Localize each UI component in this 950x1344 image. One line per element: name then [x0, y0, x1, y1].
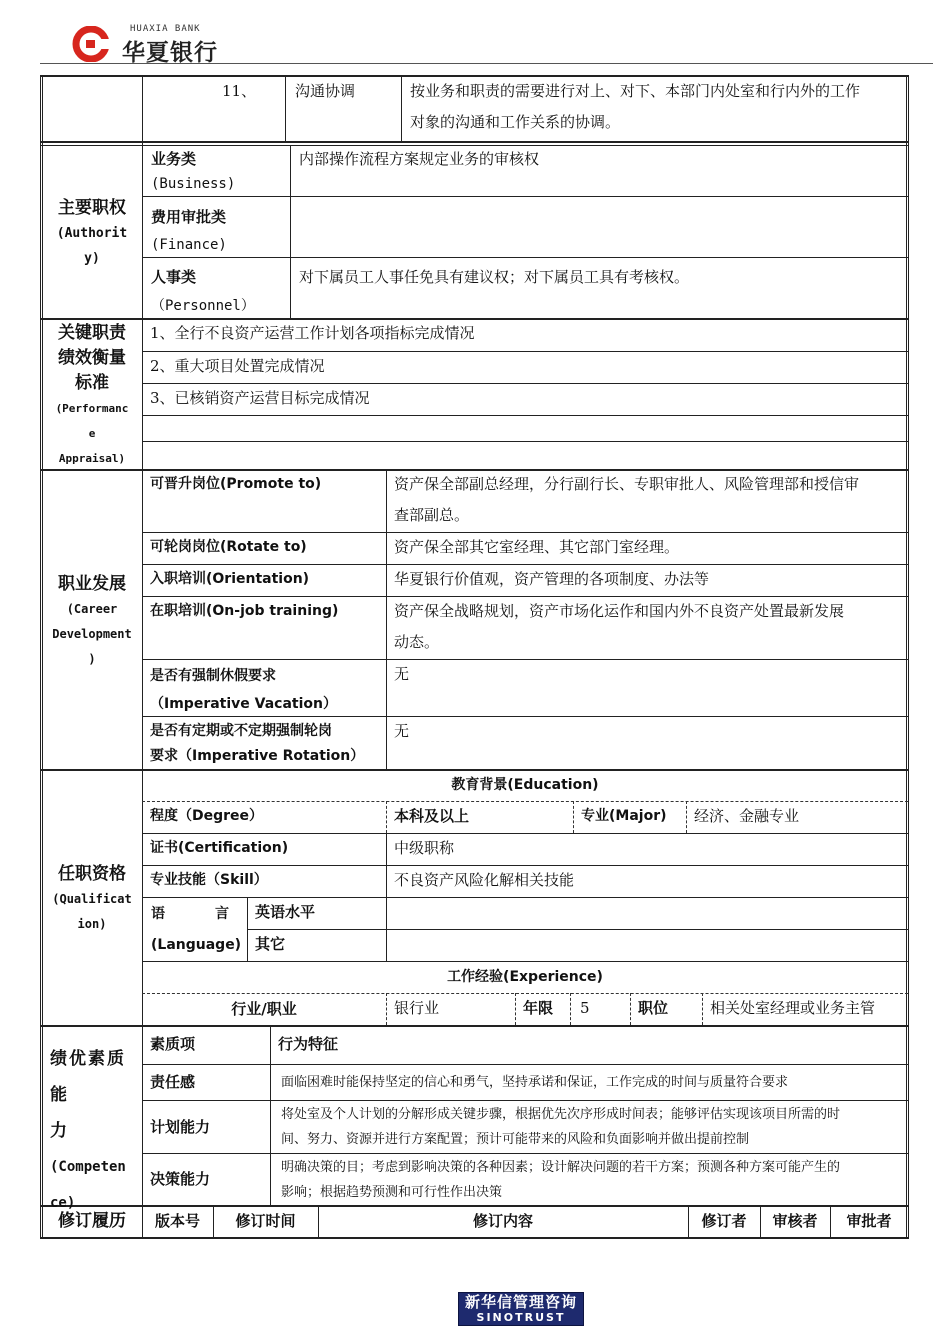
- duty-desc-line2: 对象的沟通和工作关系的协调。: [410, 113, 621, 131]
- authority-label: [42, 196, 142, 271]
- onjob-value-line2: 动态。: [394, 633, 440, 651]
- duty-title: 沟通协调: [295, 82, 356, 100]
- bank-name-cn: 华夏银行: [122, 40, 218, 66]
- bank-name-en: HUAXIA BANK: [130, 24, 201, 34]
- finance-cat-cn: 费用审批类: [151, 208, 227, 226]
- revision-col-reviser: 修订者: [701, 1212, 747, 1230]
- promote-label: 可晋升岗位(Promote to): [150, 476, 322, 492]
- industry-value: 银行业: [394, 999, 440, 1017]
- kpi-label-en-2: e: [88, 427, 96, 440]
- position-label: 职位: [638, 999, 669, 1017]
- rule: [142, 1064, 908, 1065]
- competence-row-2-desc-2: 间、努力、资源并进行方案配置；预计可能带来的风险和负面影响并做出提前控制: [281, 1132, 750, 1147]
- sinotrust-cn: 新华信管理咨询: [464, 1293, 577, 1311]
- career-label-en-2: Development: [52, 627, 132, 641]
- years-value: 5: [580, 999, 590, 1017]
- sinotrust-logo: [458, 1292, 584, 1326]
- cert-value: 中级职称: [394, 839, 455, 857]
- career-label-en-1: (Career: [66, 602, 118, 616]
- rotate-value: 资产保全部其它室经理、其它部门室经理。: [394, 538, 680, 556]
- competence-label-3: (Competen: [50, 1159, 126, 1175]
- rule: [142, 659, 908, 660]
- authority-personnel-content: 对下属员工人事任免具有建议权；对下属员工具有考核权。: [299, 268, 690, 286]
- promote-value-line1: 资产保全部副总经理，分行副行长、专职审批人、风险管理部和授信审: [394, 475, 860, 493]
- career-label: [42, 572, 142, 672]
- rule: [142, 415, 908, 416]
- sinotrust-en: SINOTRUST: [476, 1311, 566, 1324]
- rotation-label-2: 要求（Imperative Rotation）: [150, 748, 365, 764]
- rule: [40, 1237, 909, 1239]
- english-label: 英语水平: [255, 903, 316, 921]
- authority-label-en: (Authorit: [56, 226, 128, 241]
- rule: [142, 257, 908, 258]
- rule: [142, 441, 908, 442]
- kpi-label-en-3: Appraisal): [58, 452, 126, 465]
- kpi-label: [42, 321, 142, 471]
- rule: [142, 1100, 908, 1101]
- career-label-cn: 职业发展: [58, 574, 126, 594]
- header-rule: [40, 63, 933, 64]
- authority-label-cn: 主要职权: [58, 198, 126, 218]
- orientation-value: 华夏银行价值观，资产管理的各项制度、办法等: [394, 570, 710, 588]
- rule: [290, 145, 291, 318]
- bank-logo: [72, 24, 242, 64]
- kpi-item-1: 1、全行不良资产运营工作计划各项指标完成情况: [150, 324, 475, 342]
- language-label: [151, 899, 241, 961]
- kpi-label-1: 关键职责: [58, 323, 126, 343]
- competence-row-1-desc: 面临困难时能保持坚定的信心和勇气，坚持承诺和保证，工作完成的时间与质量符合要求: [281, 1075, 789, 1090]
- kpi-label-2: 绩效衡量: [58, 348, 126, 368]
- vacation-label: [150, 662, 337, 718]
- authority-business-cat: [151, 147, 235, 197]
- personnel-cat-en: （Personnel）: [151, 298, 255, 314]
- vacation-label-1: 是否有强制休假要求: [150, 668, 276, 684]
- rule: [142, 196, 908, 197]
- authority-label-en-2: y): [84, 251, 100, 266]
- competence-col-behavior: 行为特征: [278, 1035, 339, 1053]
- authority-finance-cat: [151, 203, 227, 259]
- rule: [142, 1153, 908, 1154]
- position-value: 相关处室经理或业务主管: [710, 999, 876, 1017]
- revision-label: 修订履历: [58, 1211, 126, 1231]
- language-label-cn: 语 言: [151, 906, 231, 922]
- years-label: 年限: [523, 999, 554, 1017]
- competence-label-1: 绩优素质: [50, 1049, 126, 1069]
- competence-col-item: 素质项: [150, 1035, 196, 1053]
- revision-col-version: 版本号: [154, 1212, 200, 1230]
- competence-row-1-name: 责任感: [150, 1073, 196, 1091]
- kpi-label-en-1: (Performanc: [55, 402, 129, 415]
- career-label-en-3: ): [88, 652, 96, 666]
- other-language-label: 其它: [255, 935, 286, 953]
- vacation-value: 无: [394, 665, 410, 683]
- qualification-label-cn: 任职资格: [58, 864, 126, 884]
- rule: [570, 993, 571, 1025]
- business-cat-en: (Business): [151, 176, 236, 192]
- promote-value-line2: 查部副总。: [394, 506, 470, 524]
- degree-value: 本科及以上: [394, 807, 470, 825]
- degree-label: 程度（Degree）: [150, 808, 264, 824]
- kpi-item-2: 2、重大项目处置完成情况: [150, 357, 325, 375]
- competence-row-2-desc-1: 将处室及个人计划的分解形成关键步骤，根据优先次序形成时间表；能够评估实现该项目所需的时: [281, 1107, 841, 1122]
- onjob-label: 在职培训(On-job training): [150, 603, 339, 619]
- major-value: 经济、金融专业: [694, 807, 800, 825]
- personnel-cat-cn: 人事类: [151, 268, 197, 286]
- kpi-label-3: 标准: [75, 373, 109, 393]
- vacation-label-2: （Imperative Vacation）: [150, 696, 337, 712]
- industry-label: 行业/职业: [231, 1000, 297, 1018]
- authority-business-content: 内部操作流程方案规定业务的审核权: [299, 150, 540, 168]
- competence-row-3-name: 决策能力: [150, 1170, 211, 1188]
- qualification-label: [42, 862, 142, 937]
- competence-label: [50, 1041, 136, 1221]
- education-header: 教育背景(Education): [451, 777, 599, 793]
- qualification-label-en-1: (Qualificat: [52, 892, 132, 906]
- revision-col-time: 修订时间: [235, 1212, 296, 1230]
- skill-value: 不良资产风险化解相关技能: [394, 871, 575, 889]
- revision-col-approver: 审批者: [846, 1212, 892, 1230]
- rotation-label: [150, 719, 364, 769]
- major-label: 专业(Major): [581, 808, 667, 824]
- cert-label: 证书(Certification): [150, 840, 289, 856]
- competence-row-3-desc-1: 明确决策的目；考虑到影响决策的各种因素；设计解决问题的若干方案；预测各种方案可能产生的: [281, 1160, 841, 1175]
- business-cat-cn: 业务类: [151, 150, 197, 168]
- kpi-item-3: 3、已核销资产运营目标完成情况: [150, 389, 370, 407]
- experience-header: 工作经验(Experience): [447, 969, 603, 985]
- competence-label-2: 能 力: [50, 1085, 119, 1141]
- onjob-value-line1: 资产保全战略规划，资产市场化运作和国内外不良资产处置最新发展: [394, 602, 845, 620]
- rotation-value: 无: [394, 722, 410, 740]
- competence-label-4: ce): [50, 1195, 76, 1211]
- bank-logo-icon: [72, 26, 112, 62]
- rotate-label: 可轮岗岗位(Rotate to): [150, 539, 307, 555]
- finance-cat-en: (Finance): [151, 237, 227, 253]
- rotation-label-1: 是否有定期或不定期强制轮岗: [150, 723, 332, 739]
- authority-personnel-cat: [151, 263, 255, 321]
- qualification-label-en-2: ion): [77, 917, 107, 931]
- orientation-label: 入职培训(Orientation): [150, 571, 310, 587]
- competence-row-2-name: 计划能力: [150, 1118, 211, 1136]
- skill-label: 专业技能（Skill）: [150, 872, 268, 888]
- revision-col-reviewer: 审核者: [772, 1212, 818, 1230]
- language-label-en: (Language): [151, 937, 242, 953]
- revision-col-content: 修订内容: [472, 1212, 533, 1230]
- rule: [285, 75, 286, 141]
- rule: [247, 929, 908, 930]
- rule: [40, 141, 909, 143]
- competence-row-3-desc-2: 影响；根据趋势预测和可行性作出决策: [281, 1185, 503, 1200]
- duty-number: 11、: [222, 82, 257, 100]
- rule: [401, 75, 402, 141]
- duty-desc-line1: 按业务和职责的需要进行对上、对下、本部门内处室和行内外的工作: [410, 82, 861, 100]
